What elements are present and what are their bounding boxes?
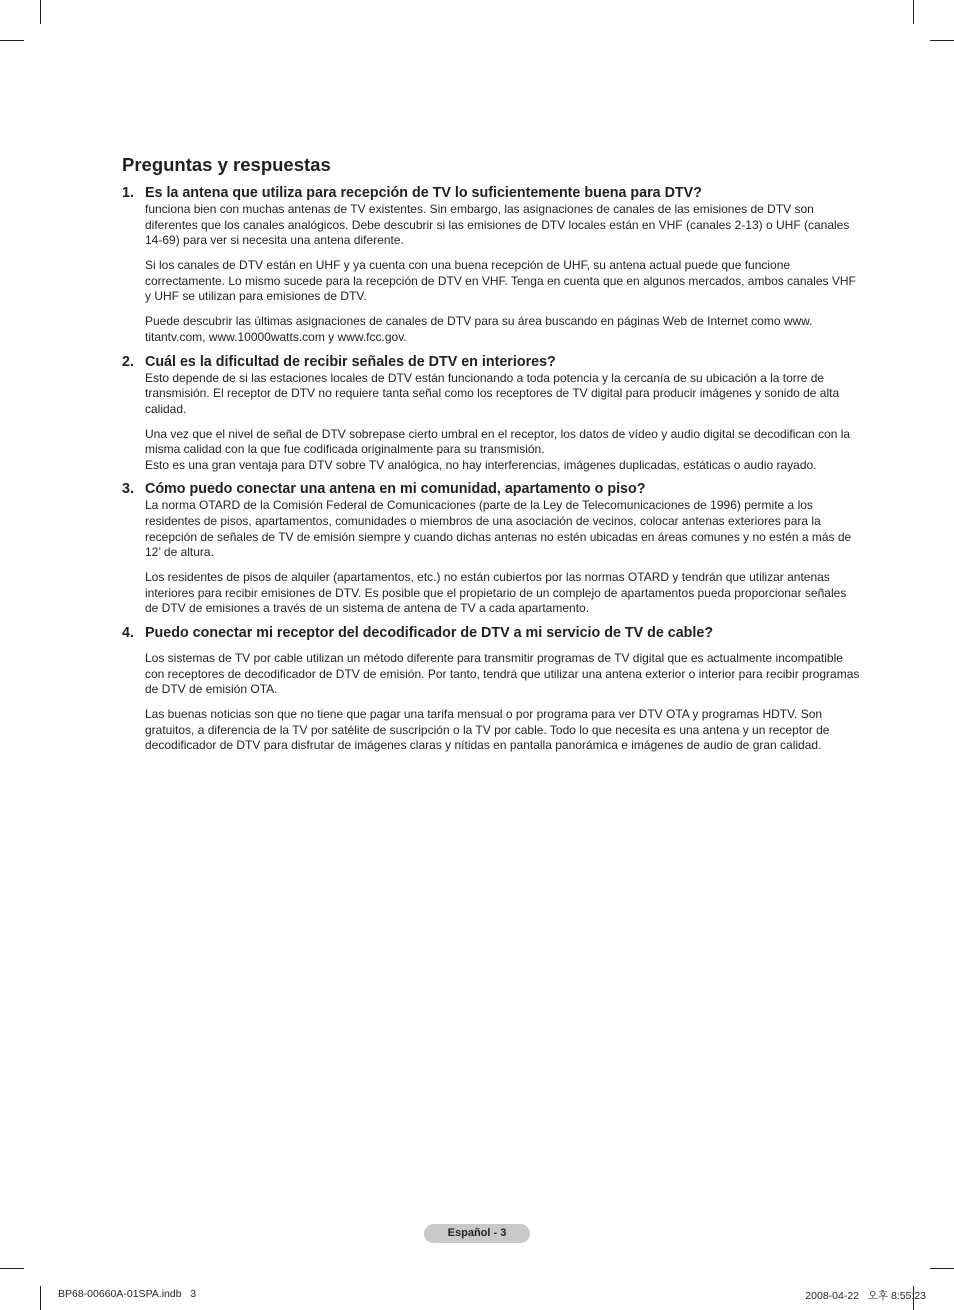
- answer-paragraph: Los sistemas de TV por cable utilizan un método diferente para transmitir programas de TV digital que es actualmente incompatible con receptores de decodificador de DTV de emisión. Por tanto, tendrá que utilizar una antena exterior o interior para recibir programas de DTV de emisión OTA.: [145, 651, 860, 697]
- faq-answer: [145, 651, 862, 754]
- answer-paragraph: Puede descubrir las últimas asignaciones de canales de DTV para su área buscando en páginas Web de Internet como www. titantv.com, www.10000watts.com y www.fcc.gov.: [145, 314, 813, 344]
- faq-answer: [145, 371, 862, 474]
- faq-item-4: [122, 625, 862, 754]
- faq-item-2: [122, 354, 862, 474]
- faq-question-text: Es la antena que utiliza para recepción de TV lo suficientemente buena para DTV?: [145, 185, 702, 201]
- crop-mark-top-right: [913, 0, 914, 24]
- faq-number: 1.: [122, 185, 134, 201]
- faq-question: [122, 625, 862, 642]
- answer-paragraph: Una vez que el nivel de señal de DTV sobrepase cierto umbral en el receptor, los datos de vídeo y audio digital se decodifican con la misma calidad con la que fue codificada originalmente para su transmisión.: [145, 426, 851, 457]
- answer-paragraph: Esto es una gran ventaja para DTV sobre TV analógica, no hay interferencias, imágenes duplicadas, estáticas o audio rayado.: [145, 457, 817, 472]
- answer-paragraph: Si los canales de DTV están en UHF y ya cuenta con una buena recepción de UHF, su antena actual puede que funcione correctamente. Lo mismo sucede para la recepción de DTV en VHF. Tenga en cuenta que en algunos mercados, ambos canales VHF y UHF se utilizan para emisiones de DTV.: [145, 258, 856, 304]
- faq-item-3: [122, 481, 862, 617]
- page-content: [122, 154, 862, 762]
- page-number-badge: Español - 3: [424, 1224, 530, 1243]
- faq-answer: [145, 498, 862, 617]
- crop-mark-top-right-h: [930, 40, 954, 41]
- footer-timestamp: 2008-04-22 오후 8:55:23: [805, 1290, 926, 1302]
- footer-file-name: BP68-00660A-01SPA.indb 3: [58, 1288, 197, 1300]
- crop-mark-top-left: [40, 0, 41, 24]
- faq-question-text: Cómo puedo conectar una antena en mi comunidad, apartamento o piso?: [145, 481, 646, 498]
- crop-mark-top-left-h: [0, 40, 24, 41]
- faq-number: 3.: [122, 481, 134, 498]
- faq-question: [122, 354, 862, 371]
- answer-paragraph: Los residentes de pisos de alquiler (apartamentos, etc.) no están cubiertos por las normas OTARD y tendrán que utilizar antenas interiores para recibir emisiones de DTV. Es posible que el propietario de un complejo de apartamentos pueda proporcionar señales de DTV de emisiones a través de un sistema de antena de TV a cada apartamento.: [145, 570, 847, 616]
- crop-mark-bottom-left-h: [0, 1268, 24, 1269]
- faq-question-text: Cuál es la dificultad de recibir señales de DTV en interiores?: [145, 353, 556, 370]
- faq-number: 4.: [122, 625, 134, 642]
- faq-question: [122, 185, 862, 202]
- answer-paragraph: funciona bien con muchas antenas de TV existentes. Sin embargo, las asignaciones de canales de las emisiones de DTV son diferentes que los canales analógicos. Debe descubrir si las emisiones de DTV locales están en VHF (canales 2-13) o UHF (canales 14-69) para ver si necesita una antena diferente.: [145, 202, 850, 248]
- crop-mark-bottom-right-h: [930, 1268, 954, 1269]
- faq-number: 2.: [122, 353, 134, 370]
- faq-question-text: Puedo conectar mi receptor del decodificador de DTV a mi servicio de TV de cable?: [145, 625, 714, 642]
- faq-item-1: [122, 185, 862, 346]
- crop-mark-bottom-left: [40, 1286, 41, 1310]
- page-title: Preguntas y respuestas: [122, 154, 331, 175]
- faq-answer: [145, 202, 862, 346]
- answer-paragraph: La norma OTARD de la Comisión Federal de Comunicaciones (parte de la Ley de Telecomunicaciones de 1996) permite a los residentes de pisos, apartamentos, comunidades o miembros de una asociación de vecinos, colocar antenas exteriores para la recepción de señales de TV de emisión siempre y cuando dichas antenas no estén ubicadas en áreas comunes y no estén a más de 12’ de altura.: [145, 498, 852, 560]
- answer-paragraph: Esto depende de si las estaciones locales de DTV están funcionando a toda potencia y la cercanía de su ubicación a la torre de transmisión. El receptor de DTV no requiere tanta señal como los receptores de TV digital para producir imágenes y sonido de alta calidad.: [145, 370, 840, 416]
- answer-paragraph: Las buenas noticias son que no tiene que pagar una tarifa mensual o por programa para ver DTV OTA y programas HDTV. Son gratuitos, a diferencia de la TV por satélite de suscripción o la TV por cable. Todo lo que necesita es una antena y un receptor de decodificador de DTV para disfrutar de imágenes claras y nítidas en pantalla panorámica e imágenes de audio de gran calidad.: [145, 707, 830, 753]
- faq-question: [122, 481, 862, 498]
